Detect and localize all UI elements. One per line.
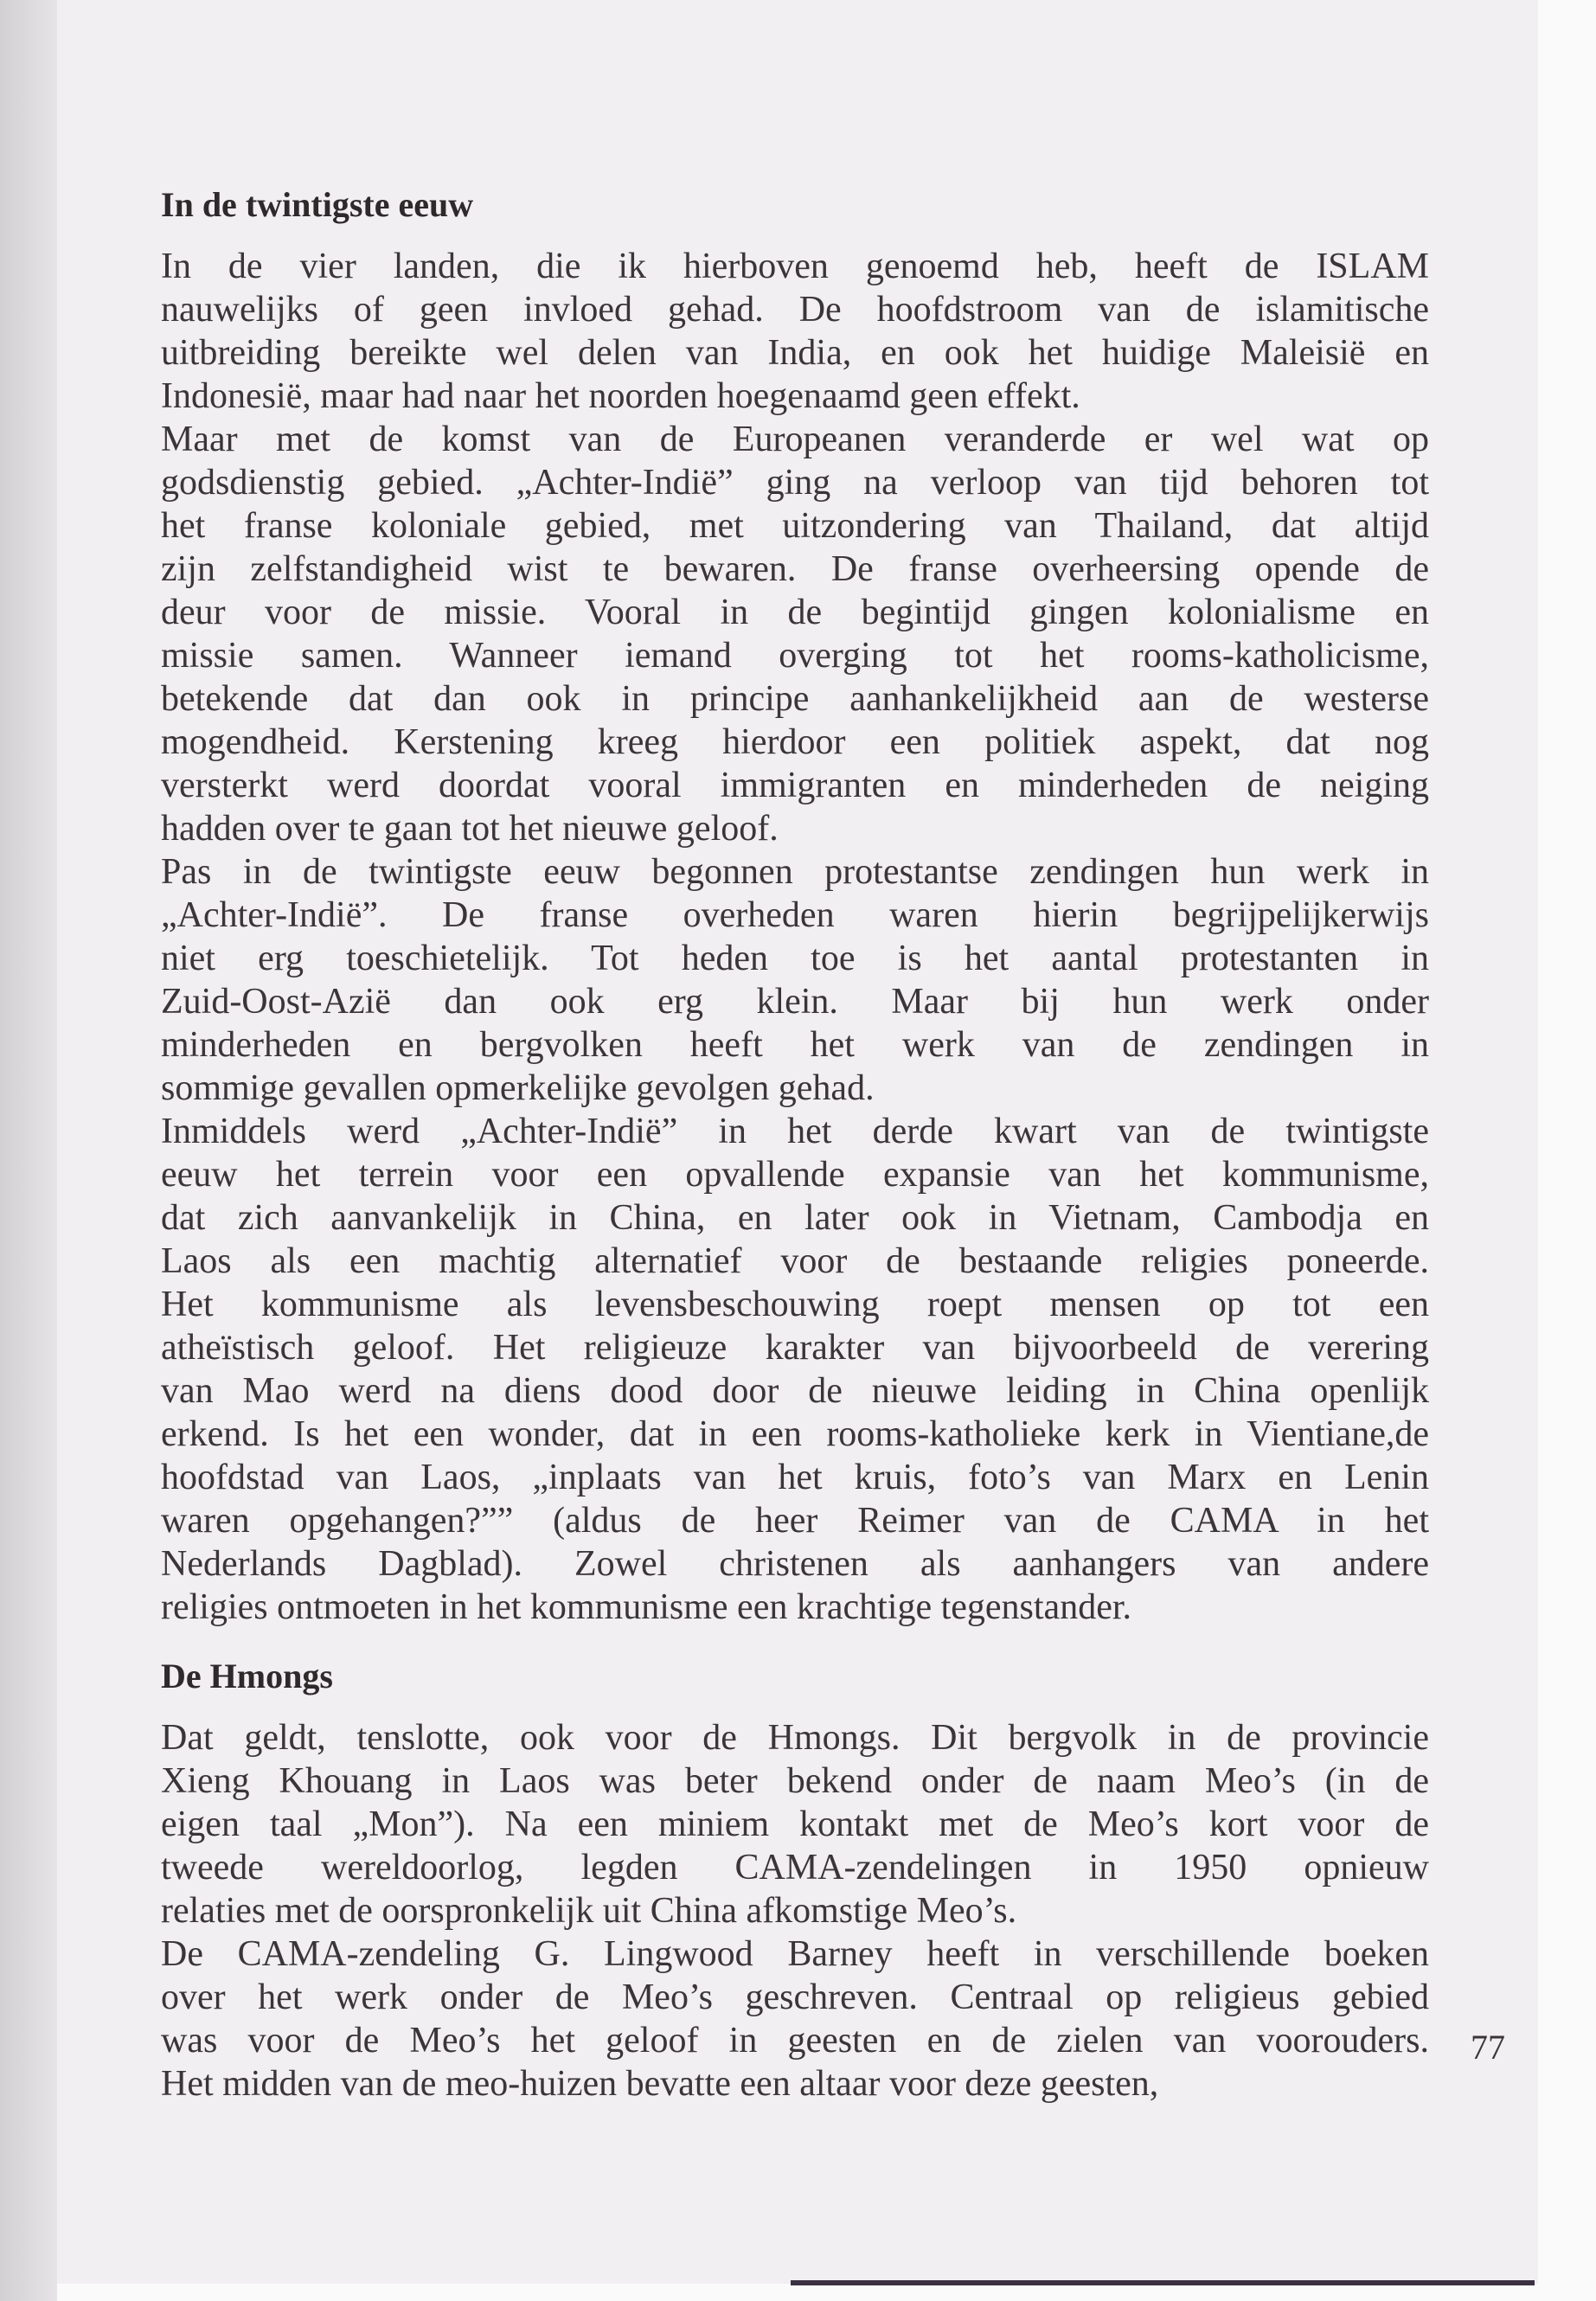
text-line: nauwelijks of geen invloed gehad. De hoofdstroom van de islamitische bbox=[161, 290, 1429, 330]
text-line: mogendheid. Kerstening kreeg hierdoor een politiek aspekt, dat nog bbox=[161, 722, 1429, 762]
text-line: hadden over te gaan tot het nieuwe geloof. bbox=[161, 809, 779, 849]
text-line: atheïstisch geloof. Het religieuze karakter van bijvoorbeeld de verering bbox=[161, 1328, 1429, 1368]
text-line: In de vier landen, die ik hierboven genoemd heb, heeft de ISLAM bbox=[161, 247, 1429, 286]
paragraph bbox=[161, 850, 1429, 1110]
text-line: over het werk onder de Meo’s geschreven. Centraal op religieus gebied bbox=[161, 1977, 1429, 2017]
text-line: eeuw het terrein voor een opvallende expansie van het kommunisme, bbox=[161, 1155, 1429, 1195]
text-line: Pas in de twintigste eeuw begonnen protestantse zendingen hun werk in bbox=[161, 852, 1429, 892]
text-line: Laos als een machtig alternatief voor de bestaande religies poneerde. bbox=[161, 1241, 1429, 1281]
text-line: sommige gevallen opmerkelijke gevolgen gehad. bbox=[161, 1068, 875, 1108]
text-line: niet erg toeschietelijk. Tot heden toe is het aantal protestanten in bbox=[161, 939, 1429, 978]
text-line: Dat geldt, tenslotte, ook voor de Hmongs. Dit bergvolk in de provincie bbox=[161, 1718, 1429, 1758]
text-line: religies ontmoeten in het kommunisme een krachtige tegenstander. bbox=[161, 1587, 1132, 1627]
text-line: tweede wereldoorlog, legden CAMA-zendelingen in 1950 opnieuw bbox=[161, 1848, 1429, 1888]
text-line: waren opgehangen?”” (aldus de heer Reimer van de CAMA in het bbox=[161, 1501, 1429, 1541]
page-number: 77 bbox=[1471, 2028, 1505, 2067]
text-line: Indonesië, maar had naar het noorden hoegenaamd geen effekt. bbox=[161, 376, 1080, 416]
text-line: Het midden van de meo-huizen bevatte een altaar voor deze geesten, bbox=[161, 2064, 1159, 2104]
scan-bottom-rule bbox=[791, 2280, 1535, 2285]
text-line: godsdienstig gebied. „Achter-Indië” ging na verloop van tijd behoren tot bbox=[161, 463, 1429, 503]
text-line: deur voor de missie. Vooral in de begintijd gingen kolonialisme en bbox=[161, 593, 1429, 632]
text-line: Maar met de komst van de Europeanen veranderde er wel wat op bbox=[161, 420, 1429, 459]
text-line: Het kommunisme als levensbeschouwing roept mensen op tot een bbox=[161, 1285, 1429, 1324]
text-line: Xieng Khouang in Laos was beter bekend onder de naam Meo’s (in de bbox=[161, 1761, 1429, 1801]
section-heading: De Hmongs bbox=[161, 1657, 333, 1695]
paragraph bbox=[161, 418, 1429, 850]
paragraph bbox=[161, 1932, 1429, 2106]
paragraph bbox=[161, 1716, 1429, 1932]
text-line: van Mao werd na diens dood door de nieuwe leiding in China openlijk bbox=[161, 1371, 1429, 1411]
scan-edge bbox=[0, 0, 57, 2301]
text-line: erkend. Is het een wonder, dat in een rooms-katholieke kerk in Vientiane,de bbox=[161, 1414, 1429, 1454]
text-line: betekende dat dan ook in principe aanhankelijkheid aan de westerse bbox=[161, 679, 1429, 719]
text-line: hoofdstad van Laos, „inplaats van het kruis, foto’s van Marx en Lenin bbox=[161, 1458, 1429, 1497]
text-line: was voor de Meo’s het geloof in geesten en de zielen van voorouders. bbox=[161, 2021, 1429, 2061]
text-line: dat zich aanvankelijk in China, en later ook in Vietnam, Cambodja en bbox=[161, 1198, 1429, 1238]
text-line: versterkt werd doordat vooral immigranten en minderheden de neiging bbox=[161, 766, 1429, 805]
text-line: eigen taal „Mon”). Na een miniem kontakt met de Meo’s kort voor de bbox=[161, 1804, 1429, 1844]
text-line: De CAMA-zendeling G. Lingwood Barney heeft in verschillende boeken bbox=[161, 1934, 1429, 1974]
text-line: Zuid-Oost-Azië dan ook erg klein. Maar bij hun werk onder bbox=[161, 982, 1429, 1022]
section-heading: In de twintigste eeuw bbox=[161, 185, 474, 224]
text-line: Nederlands Dagblad). Zowel christenen als aanhangers van andere bbox=[161, 1544, 1429, 1584]
text-line: Inmiddels werd „Achter-Indië” in het derde kwart van de twintigste bbox=[161, 1112, 1429, 1151]
text-line: minderheden en bergvolken heeft het werk van de zendingen in bbox=[161, 1025, 1429, 1065]
text-line: uitbreiding bereikte wel delen van India, en ook het huidige Maleisië en bbox=[161, 333, 1429, 373]
text-line: relaties met de oorspronkelijk uit China afkomstige Meo’s. bbox=[161, 1891, 1017, 1931]
text-line: missie samen. Wanneer iemand overging tot het rooms-katholicisme, bbox=[161, 636, 1429, 676]
paragraph bbox=[161, 245, 1429, 418]
text-line: het franse koloniale gebied, met uitzondering van Thailand, dat altijd bbox=[161, 506, 1429, 546]
paragraph bbox=[161, 1110, 1429, 1629]
section-hmongs bbox=[161, 1655, 1429, 2106]
text-line: zijn zelfstandigheid wist te bewaren. De franse overheersing opende de bbox=[161, 549, 1429, 589]
section-twintigste-eeuw bbox=[161, 183, 1429, 1629]
text-line: „Achter-Indië”. De franse overheden waren hierin begrijpelijkerwijs bbox=[161, 895, 1429, 935]
